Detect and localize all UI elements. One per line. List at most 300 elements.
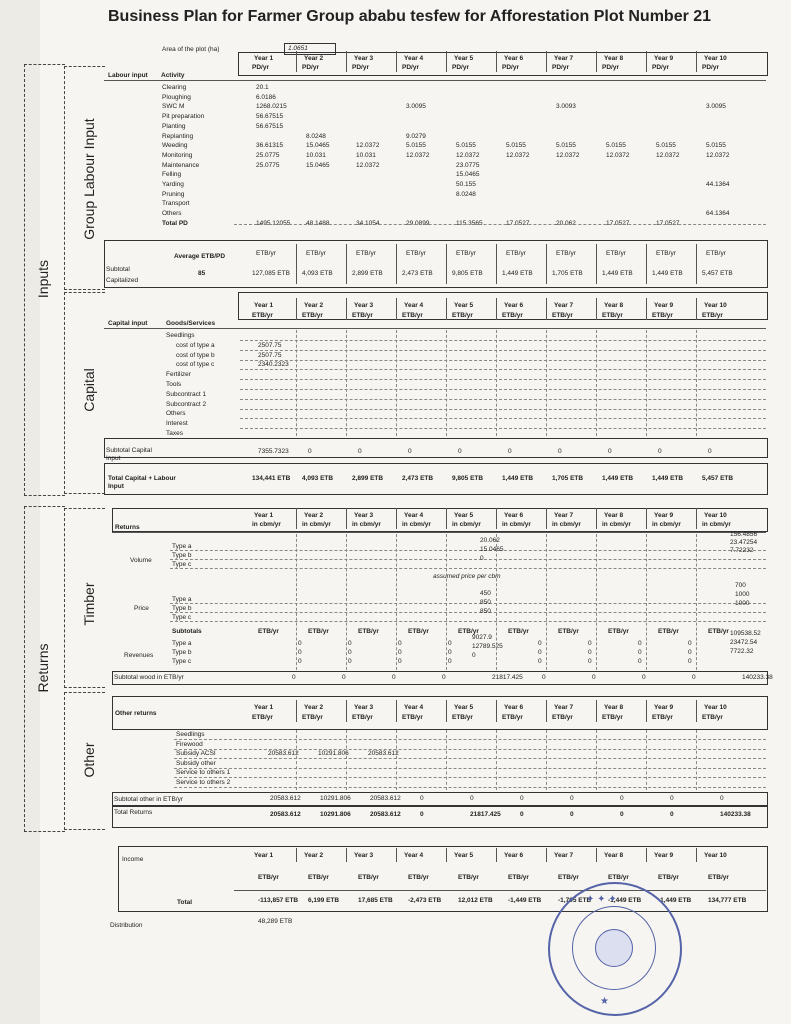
price-cell: 700 bbox=[735, 582, 746, 589]
subtotal-other-cell: 0 bbox=[420, 795, 424, 802]
column-divider bbox=[396, 298, 397, 320]
labour-subtotal-cell: 1,449 ETB bbox=[502, 270, 533, 277]
other-row-rule bbox=[174, 777, 766, 778]
column-divider bbox=[296, 848, 297, 862]
year-header: Year 6 bbox=[504, 704, 524, 711]
year-unit: ETB/yr bbox=[352, 714, 373, 721]
column-divider bbox=[696, 534, 697, 670]
capital-row-label: cost of type b bbox=[176, 351, 215, 359]
column-divider bbox=[346, 244, 347, 284]
etb-unit: ETB/yr bbox=[656, 250, 676, 257]
etb-unit: ETB/yr bbox=[708, 628, 729, 635]
subtotal-other-cell: 0 bbox=[470, 795, 474, 802]
activity-label: Ploughing bbox=[162, 93, 191, 101]
year-unit: ETB/yr bbox=[402, 714, 423, 721]
year-header: Year 3 bbox=[354, 704, 374, 711]
subtotal-wood-label: Subtotal wood in ETB/yr bbox=[114, 674, 184, 681]
year-header: Year 2 bbox=[304, 55, 324, 62]
price-cell: 450 bbox=[480, 590, 491, 597]
year-header: Year 9 bbox=[654, 852, 674, 859]
column-divider bbox=[646, 508, 647, 529]
labour-cell: 25.0775 bbox=[256, 161, 280, 169]
year-unit: PD/yr bbox=[552, 64, 569, 71]
year-unit: in cbm/yr bbox=[502, 521, 531, 528]
subtotal-wood-cell: 0 bbox=[592, 674, 596, 681]
activity-label: Planting bbox=[162, 122, 186, 130]
year-unit: in cbm/yr bbox=[702, 521, 731, 528]
other-header-box bbox=[112, 696, 768, 730]
income-rule bbox=[234, 890, 766, 891]
year-header: Year 1 bbox=[254, 704, 274, 711]
year-unit: in cbm/yr bbox=[452, 521, 481, 528]
column-divider bbox=[646, 700, 647, 722]
inputs-side-label: Inputs bbox=[35, 259, 51, 299]
column-divider bbox=[496, 534, 497, 670]
page-title: Business Plan for Farmer Group ababu tesfew for Afforestation Plot Number 21 bbox=[108, 8, 712, 25]
capital-row-rule bbox=[240, 379, 766, 380]
other-cell: 20583.612 bbox=[368, 750, 399, 757]
year-unit: PD/yr bbox=[352, 64, 369, 71]
column-divider bbox=[696, 730, 697, 790]
column-divider bbox=[696, 298, 697, 320]
labour-cell: 12.0372 bbox=[606, 151, 630, 159]
column-divider bbox=[696, 848, 697, 862]
capital-subtotal-cell: 0 bbox=[508, 448, 512, 455]
column-divider bbox=[296, 534, 297, 670]
labour-header-rule bbox=[104, 80, 766, 81]
subtotal-other-label: Subtotal other in ETB/yr bbox=[114, 796, 184, 803]
other-row-label: Seedlings bbox=[176, 731, 205, 738]
year-header: Year 2 bbox=[304, 302, 324, 309]
year-unit: ETB/yr bbox=[502, 312, 523, 319]
income-total-cell: -1,449 ETB bbox=[508, 897, 542, 904]
price-row-rule bbox=[170, 621, 766, 622]
volume-label: Volume bbox=[130, 557, 152, 564]
labour-summary-box bbox=[104, 240, 768, 288]
column-divider bbox=[696, 508, 697, 529]
year-header: Year 1 bbox=[254, 512, 274, 519]
distribution-value: 48,289 ETB bbox=[258, 918, 293, 925]
column-divider bbox=[346, 700, 347, 722]
capital-subtotal-cell: 7355.7323 bbox=[258, 448, 289, 455]
labour-subtotal-cell: 127,085 ETB bbox=[252, 270, 290, 277]
other-side-label: Other bbox=[81, 742, 97, 778]
labour-cell: 5.0155 bbox=[506, 142, 526, 150]
total-returns-cell: 0 bbox=[570, 811, 574, 818]
column-divider bbox=[296, 244, 297, 284]
column-divider bbox=[546, 508, 547, 529]
capital-subtotal-label: Subtotal Capital Input bbox=[106, 447, 152, 462]
subtotal-other-cell: 0 bbox=[570, 795, 574, 802]
column-divider bbox=[646, 330, 647, 436]
column-divider bbox=[296, 298, 297, 320]
column-divider bbox=[646, 534, 647, 670]
volume-cell: 20.062 bbox=[480, 537, 500, 544]
other-row-rule bbox=[174, 749, 766, 750]
revenue-cell: 0 bbox=[688, 649, 692, 656]
year-unit: ETB/yr bbox=[402, 312, 423, 319]
year-unit: ETB/yr bbox=[302, 714, 323, 721]
capital-subtotal-cell: 0 bbox=[458, 448, 462, 455]
activity-label: Monitoring bbox=[162, 151, 193, 159]
column-divider bbox=[396, 534, 397, 670]
total-capital-cell: 1,449 ETB bbox=[602, 475, 634, 482]
total-returns-cell: 20583.612 bbox=[270, 811, 301, 818]
column-divider bbox=[396, 51, 397, 72]
capital-row-label: Others bbox=[166, 410, 186, 418]
capital-subtotal-cell: 0 bbox=[558, 448, 562, 455]
revenue-cell: 0 bbox=[588, 649, 592, 656]
revenue-cell: 0 bbox=[348, 640, 352, 647]
activity-label: Transport bbox=[162, 200, 190, 208]
total-capital-cell: 4,093 ETB bbox=[302, 475, 334, 482]
subtotal-wood-cell: 140233.38 bbox=[742, 674, 773, 681]
etb-unit: ETB/yr bbox=[506, 250, 526, 257]
revenue-cell: 0 bbox=[348, 649, 352, 656]
column-divider bbox=[346, 848, 347, 862]
year-header: Year 5 bbox=[454, 55, 474, 62]
total-returns-cell: 140233.38 bbox=[720, 811, 751, 818]
capital-input-label: Capital input bbox=[108, 320, 148, 327]
etb-unit: ETB/yr bbox=[356, 250, 376, 257]
column-divider bbox=[446, 330, 447, 436]
labour-cell: 5.0155 bbox=[706, 142, 726, 150]
year-header: Year 3 bbox=[354, 55, 374, 62]
year-header: Year 7 bbox=[554, 704, 574, 711]
revenue-cell: 9027.9 bbox=[472, 634, 492, 641]
labour-side-label: Group Labour Input bbox=[81, 118, 97, 240]
capital-cell: 2507.75 bbox=[258, 351, 282, 359]
labour-input-label: Labour input bbox=[108, 72, 148, 79]
other-row-label: Service to others 1 bbox=[176, 769, 231, 776]
revenue-cell: 12789.525 bbox=[472, 643, 503, 650]
column-divider bbox=[496, 330, 497, 436]
year-header: Year 6 bbox=[504, 55, 524, 62]
etb-unit: ETB/yr bbox=[658, 628, 679, 635]
year-header: Year 7 bbox=[554, 852, 574, 859]
labour-cell: 12.0372 bbox=[556, 151, 580, 159]
total-returns-label: Total Returns bbox=[114, 809, 153, 816]
capital-row-label: Interest bbox=[166, 420, 188, 428]
etb-unit: ETB/yr bbox=[606, 250, 626, 257]
subtotal-wood-cell: 0 bbox=[692, 674, 696, 681]
column-divider bbox=[446, 730, 447, 790]
labour-cell: 1495.12055 bbox=[256, 219, 291, 227]
activity-label: Weeding bbox=[162, 142, 188, 150]
column-divider bbox=[296, 51, 297, 72]
column-divider bbox=[496, 51, 497, 72]
labour-cell: 10.031 bbox=[356, 151, 376, 159]
price-row-rule bbox=[170, 612, 766, 613]
etb-unit: ETB/yr bbox=[406, 250, 426, 257]
other-row-rule bbox=[174, 758, 766, 759]
price-type-label: Type a bbox=[172, 596, 192, 603]
revenue-cell: 0 bbox=[588, 658, 592, 665]
year-unit: ETB/yr bbox=[252, 714, 273, 721]
column-divider bbox=[346, 508, 347, 529]
revenue-cell: 0 bbox=[688, 640, 692, 647]
year-unit: ETB/yr bbox=[702, 312, 723, 319]
activity-label: Yarding bbox=[162, 181, 184, 188]
column-divider bbox=[596, 244, 597, 284]
average-etb-value: 85 bbox=[198, 270, 206, 277]
volume-cell: 0 bbox=[480, 555, 484, 562]
etb-unit: ETB/yr bbox=[258, 874, 279, 881]
capital-row-rule bbox=[240, 350, 766, 351]
year-header: Year 10 bbox=[704, 512, 727, 519]
year-header: Year 10 bbox=[704, 852, 727, 859]
revenue-cell: 0 bbox=[688, 658, 692, 665]
year-header: Year 2 bbox=[304, 512, 324, 519]
labour-cell: 56.67515 bbox=[256, 113, 284, 121]
year-unit: ETB/yr bbox=[652, 714, 673, 721]
labour-cell: 6.0186 bbox=[256, 93, 276, 101]
area-value: 1.0651 bbox=[288, 45, 308, 52]
labour-subtotal-cell: 2,473 ETB bbox=[402, 270, 433, 277]
goods-services-header: Goods/Services bbox=[166, 320, 216, 327]
column-divider bbox=[396, 508, 397, 529]
column-divider bbox=[646, 244, 647, 284]
other-row-label: Subsidy other bbox=[176, 759, 216, 767]
capital-row-rule bbox=[240, 399, 766, 400]
activity-label: Maintenance bbox=[162, 161, 200, 169]
timber-header-rule bbox=[112, 532, 766, 533]
other-cell: 10291.806 bbox=[318, 750, 349, 757]
column-divider bbox=[546, 298, 547, 320]
revenue-cell: 0 bbox=[298, 658, 302, 665]
column-divider bbox=[546, 700, 547, 722]
revenue-cell: 0 bbox=[398, 658, 402, 665]
subtotal-wood-box bbox=[112, 671, 768, 685]
year-unit: PD/yr bbox=[702, 64, 719, 71]
labour-cell: 5.0155 bbox=[456, 142, 476, 150]
subtotal-wood-cell: 0 bbox=[392, 674, 396, 681]
capital-row-label: Subcontract 2 bbox=[166, 400, 207, 408]
labour-cell: 5.0155 bbox=[556, 142, 576, 150]
activity-label: Others bbox=[162, 210, 182, 218]
price-cell: 850 bbox=[480, 599, 491, 606]
capital-row-label: Tools bbox=[166, 381, 182, 388]
labour-cell: 12.0372 bbox=[506, 151, 530, 159]
labour-cell: 8.0248 bbox=[456, 190, 476, 198]
other-returns-label: Other returns bbox=[115, 710, 157, 717]
price-label: Price bbox=[134, 605, 149, 612]
volume-cell: 156.4856 bbox=[730, 531, 758, 538]
column-divider bbox=[396, 330, 397, 436]
other-row-label: Firewood bbox=[176, 740, 203, 748]
labour-cell: 1268.0215 bbox=[256, 103, 287, 111]
etb-unit: ETB/yr bbox=[358, 628, 379, 635]
labour-cell: 12.0372 bbox=[456, 151, 480, 159]
column-divider bbox=[596, 330, 597, 436]
labour-cell: 9.0279 bbox=[406, 132, 426, 140]
etb-unit: ETB/yr bbox=[408, 874, 429, 881]
column-divider bbox=[296, 700, 297, 722]
capital-subtotal-box bbox=[104, 438, 768, 458]
labour-cell: 8.0248 bbox=[306, 132, 326, 140]
other-row-rule bbox=[174, 787, 766, 788]
year-unit: ETB/yr bbox=[302, 312, 323, 319]
year-header: Year 4 bbox=[404, 55, 424, 62]
year-header: Year 8 bbox=[604, 55, 624, 62]
year-header: Year 10 bbox=[704, 704, 727, 711]
income-total-label: Total bbox=[177, 899, 193, 906]
column-divider bbox=[546, 244, 547, 284]
capital-row-rule bbox=[240, 428, 766, 429]
activity-header: Activity bbox=[161, 72, 185, 79]
total-capital-cell: 1,449 ETB bbox=[502, 475, 534, 482]
subtotal-wood-cell: 21817.425 bbox=[492, 674, 523, 681]
year-header: Year 1 bbox=[254, 55, 274, 62]
labour-cell: 5.0155 bbox=[406, 142, 426, 150]
labour-total-rule bbox=[234, 224, 766, 225]
year-header: Year 6 bbox=[504, 302, 524, 309]
area-label: Area of the plot (ha) bbox=[162, 46, 220, 53]
labour-cell: 12.0372 bbox=[706, 151, 730, 159]
etb-unit: ETB/yr bbox=[358, 874, 379, 881]
activity-label: Pruning bbox=[162, 190, 185, 198]
revenue-cell: 0 bbox=[538, 649, 542, 656]
seal-inner-ring bbox=[572, 906, 656, 990]
activity-label: Replanting bbox=[162, 132, 194, 140]
column-divider bbox=[346, 730, 347, 790]
income-total-cell: -1,449 ETB bbox=[658, 897, 692, 904]
subtotal-other-cell: 10291.806 bbox=[320, 795, 351, 802]
year-header: Year 9 bbox=[654, 302, 674, 309]
income-total-cell: -2,473 ETB bbox=[408, 897, 442, 904]
year-header: Year 9 bbox=[654, 55, 674, 62]
column-divider bbox=[496, 244, 497, 284]
labour-subtotal-cell: 1,449 ETB bbox=[652, 270, 683, 277]
labour-subtotal-label: Subtotal bbox=[106, 266, 130, 273]
column-divider bbox=[396, 700, 397, 722]
subtotal-wood-cell: 0 bbox=[442, 674, 446, 681]
volume-type-label: Type a bbox=[172, 543, 192, 550]
labour-cell: 10.031 bbox=[306, 151, 326, 159]
capital-row-label: Taxes bbox=[166, 430, 183, 437]
labour-cell: 12.0372 bbox=[356, 161, 380, 169]
total-capital-cell: 2,473 ETB bbox=[402, 475, 434, 482]
subtotal-other-cell: 20583.612 bbox=[270, 795, 301, 802]
column-divider bbox=[296, 330, 297, 436]
activity-label: SWC M bbox=[162, 103, 185, 111]
price-row-rule bbox=[170, 603, 766, 604]
etb-unit: ETB/yr bbox=[306, 250, 326, 257]
labour-cell: 20.062 bbox=[556, 219, 576, 227]
column-divider bbox=[496, 730, 497, 790]
capital-row-label: cost of type c bbox=[176, 361, 215, 369]
price-cell: 850 bbox=[480, 608, 491, 615]
year-header: Year 9 bbox=[654, 512, 674, 519]
capital-cell: 2507.75 bbox=[258, 341, 282, 349]
revenue-cell: 0 bbox=[298, 649, 302, 656]
income-total-cell: -113,857 ETB bbox=[258, 897, 299, 904]
etb-unit: ETB/yr bbox=[308, 874, 329, 881]
returns-side-label: Returns bbox=[35, 643, 51, 693]
labour-subtotal-cell: 4,093 ETB bbox=[302, 270, 333, 277]
seal-emblem-icon bbox=[595, 929, 633, 967]
income-total-cell: 17,685 ETB bbox=[358, 897, 393, 904]
volume-row-rule bbox=[170, 559, 766, 560]
year-unit: ETB/yr bbox=[602, 714, 623, 721]
total-capital-cell: 1,449 ETB bbox=[652, 475, 684, 482]
column-divider bbox=[446, 51, 447, 72]
price-cell: 1000 bbox=[735, 600, 750, 607]
capital-subtotal-cell: 0 bbox=[658, 448, 662, 455]
revenue-cell: 0 bbox=[448, 658, 452, 665]
year-header: Year 7 bbox=[554, 302, 574, 309]
labour-cell: 64.1364 bbox=[706, 210, 730, 218]
capital-cell: 2340.2323 bbox=[258, 361, 289, 369]
timber-returns-label: Returns bbox=[115, 524, 140, 531]
price-note: assumed price per cbm bbox=[433, 573, 501, 580]
column-divider bbox=[446, 534, 447, 670]
etb-unit: ETB/yr bbox=[458, 874, 479, 881]
other-row-rule bbox=[174, 739, 766, 740]
labour-subtotal-cell: 9,805 ETB bbox=[452, 270, 483, 277]
revenue-cell: 0 bbox=[298, 640, 302, 647]
capital-row-rule bbox=[240, 369, 766, 370]
column-divider bbox=[496, 508, 497, 529]
distribution-label: Distribution bbox=[110, 922, 143, 929]
column-divider bbox=[446, 298, 447, 320]
year-header: Year 8 bbox=[604, 852, 624, 859]
year-unit: PD/yr bbox=[252, 64, 269, 71]
etb-unit: ETB/yr bbox=[608, 628, 629, 635]
labour-cell: 3.0093 bbox=[556, 103, 576, 111]
column-divider bbox=[296, 730, 297, 790]
year-unit: PD/yr bbox=[452, 64, 469, 71]
column-divider bbox=[696, 700, 697, 722]
revenue-type-label: Type b bbox=[172, 649, 192, 656]
capital-row-label: cost of type a bbox=[176, 341, 215, 349]
column-divider bbox=[346, 51, 347, 72]
revenue-cell: 0 bbox=[348, 658, 352, 665]
volume-row-rule bbox=[170, 550, 766, 551]
volume-type-label: Type c bbox=[172, 561, 192, 568]
column-divider bbox=[496, 848, 497, 862]
subtotal-wood-cell: 0 bbox=[542, 674, 546, 681]
labour-cell: 5.0155 bbox=[606, 142, 626, 150]
capital-side-label: Capital bbox=[81, 368, 97, 412]
column-divider bbox=[596, 534, 597, 670]
other-cell: 20583.612 bbox=[268, 750, 299, 757]
year-header: Year 1 bbox=[254, 852, 274, 859]
labour-cell: 50.155 bbox=[456, 181, 476, 188]
year-unit: PD/yr bbox=[652, 64, 669, 71]
revenue-cell: 109538.52 bbox=[730, 630, 761, 637]
income-total-cell: -1,705 ETB bbox=[558, 897, 592, 904]
year-unit: ETB/yr bbox=[452, 312, 473, 319]
labour-subtotal-cell: 5,457 ETB bbox=[702, 270, 733, 277]
etb-unit: ETB/yr bbox=[258, 628, 279, 635]
official-seal-stamp bbox=[548, 882, 682, 1016]
income-total-cell: 6,199 ETB bbox=[308, 897, 340, 904]
year-header: Year 8 bbox=[604, 512, 624, 519]
activity-label: Total PD bbox=[162, 219, 188, 227]
labour-subtotal-cell: 2,899 ETB bbox=[352, 270, 383, 277]
subtotal-other-cell: 0 bbox=[520, 795, 524, 802]
year-header: Year 7 bbox=[554, 512, 574, 519]
capital-subtotal-cell: 0 bbox=[358, 448, 362, 455]
year-header: Year 5 bbox=[454, 302, 474, 309]
etb-unit: ETB/yr bbox=[556, 250, 576, 257]
year-unit: ETB/yr bbox=[702, 714, 723, 721]
revenue-cell: 23472.54 bbox=[730, 639, 758, 646]
etb-unit: ETB/yr bbox=[508, 874, 529, 881]
year-unit: ETB/yr bbox=[252, 312, 273, 319]
column-divider bbox=[696, 244, 697, 284]
